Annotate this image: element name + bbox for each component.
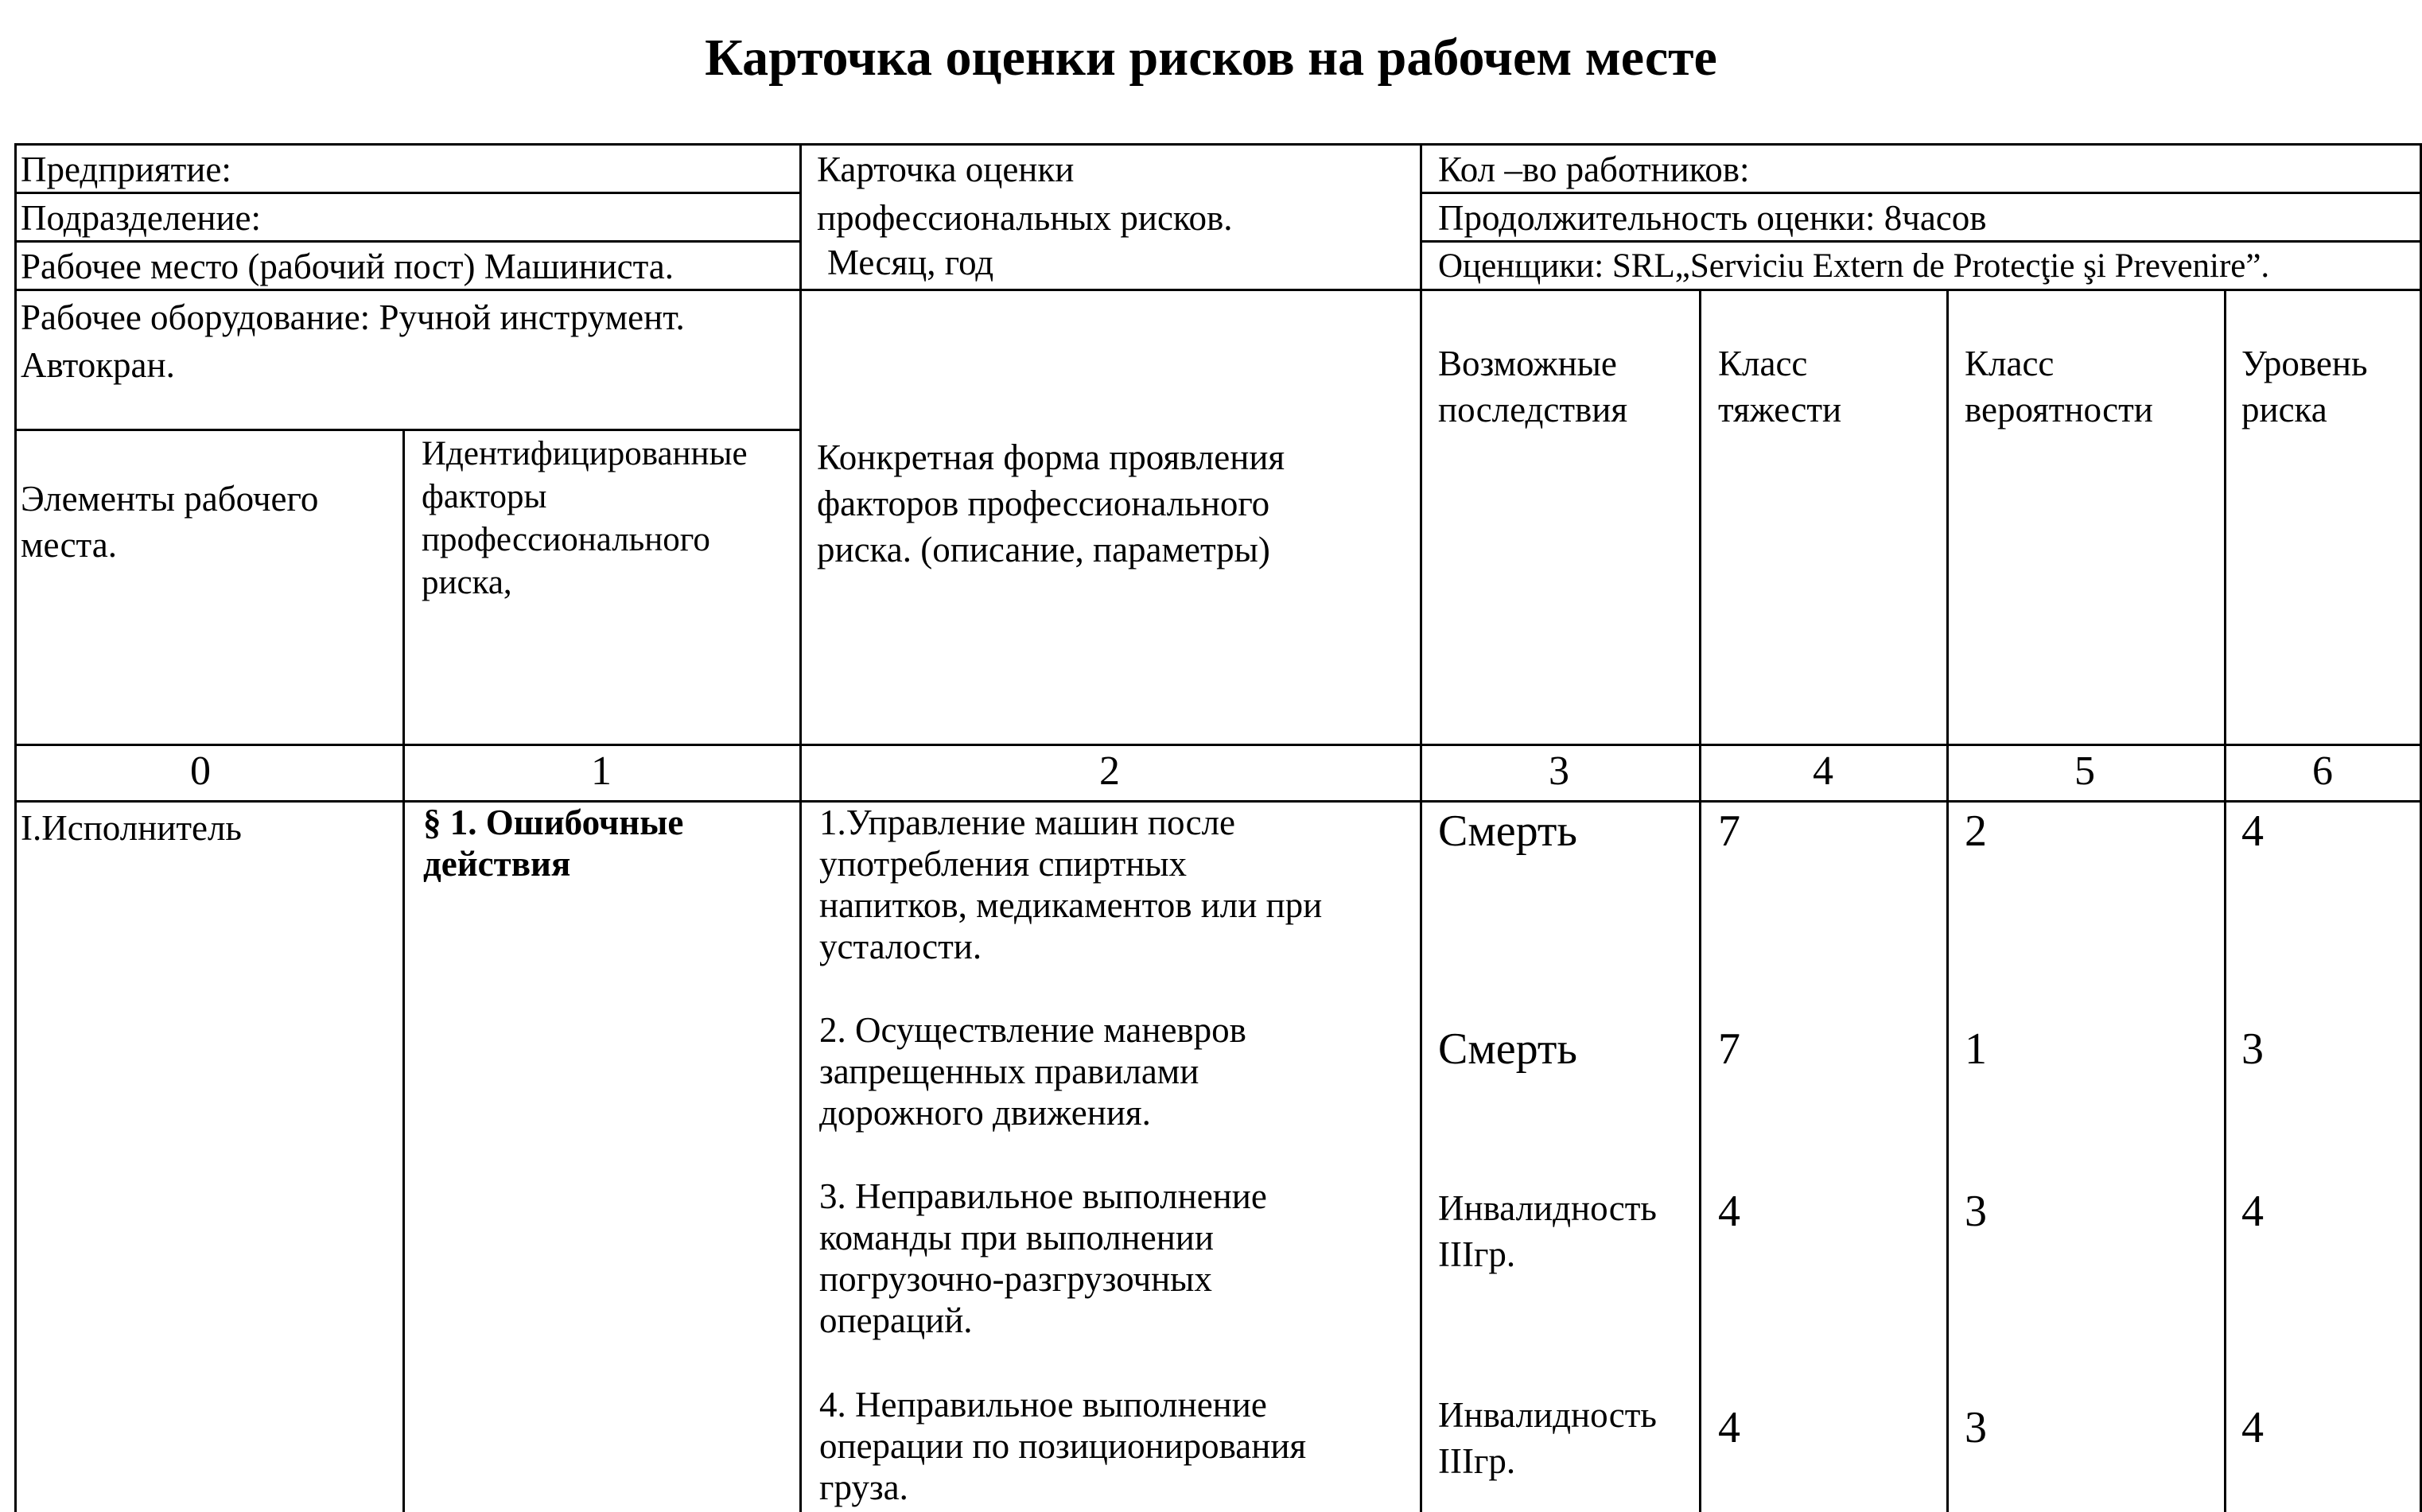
row-risk: 4 [2241, 1187, 2264, 1236]
column-header-severity: Класс тяжести [1718, 344, 1842, 430]
row-probability: 3 [1965, 1187, 1987, 1236]
row-risk: 3 [2241, 1024, 2264, 1074]
row-severity: 4 [1718, 1187, 1740, 1236]
row-description: 3. Неправильное выполнение команды при выполнении погрузочно-разгрузочных операций. [819, 1176, 1267, 1340]
grid-line [1420, 143, 1422, 1512]
assessors-label: Оценщики: SRL„Serviciu Extern de Protecţie şi Prevenire”. [1438, 247, 2270, 285]
division-label: Подразделение: [21, 198, 261, 238]
row-consequence: Инвалидность IIIгр. [1438, 1395, 1657, 1481]
section-element: I.Исполнитель [21, 808, 242, 848]
document-title: Карточка оценки рисков на рабочем месте [705, 29, 1717, 87]
equipment-line2: Автокран. [21, 345, 175, 385]
card-label-line1: Карточка оценки [817, 150, 1075, 189]
row-probability: 1 [1965, 1024, 1987, 1074]
enterprise-label: Предприятие: [21, 150, 231, 189]
row-consequence: Инвалидность IIIгр. [1438, 1188, 1657, 1274]
grid-line [1699, 289, 1701, 1512]
grid-line [2224, 289, 2226, 1512]
row-consequence: Смерть [1438, 1024, 1577, 1074]
grid-line [14, 744, 2422, 746]
row-description: 1.Управление машин после употребления спиртных напитков, медикаментов или при усталости. [819, 803, 1323, 966]
column-header-probability: Класс вероятности [1965, 344, 2153, 430]
section-factor: § 1. Ошибочные действия [423, 803, 684, 884]
row-description: 4. Неправильное выполнение операции по позиционирования груза. [819, 1385, 1307, 1507]
grid-line [402, 429, 405, 1512]
grid-line [14, 429, 802, 431]
column-header-elements: Элементы рабочего места. [21, 479, 319, 565]
grid-line [14, 143, 2422, 146]
row-risk: 4 [2241, 1403, 2264, 1452]
duration-label: Продолжительность оценки: 8часов [1438, 198, 1987, 238]
grid-line [14, 143, 17, 1512]
row-consequence: Смерть [1438, 807, 1577, 856]
column-header-risk-level: Уровень риска [2241, 344, 2368, 430]
row-probability: 3 [1965, 1403, 1987, 1452]
column-header-consequences: Возможные последствия [1438, 344, 1628, 430]
row-probability: 2 [1965, 807, 1987, 856]
card-label-line2: профессиональных рисков. [817, 198, 1233, 238]
card-label-line3: Месяц, год [827, 243, 994, 282]
grid-line [1946, 289, 1949, 1512]
workers-count-label: Кол –во работников: [1438, 150, 1750, 189]
column-header-form: Конкретная форма проявления факторов профессионального риска. (описание, параметры) [817, 437, 1285, 569]
workplace-label: Рабочее место (рабочий пост) Машиниста. [21, 247, 675, 286]
row-risk: 4 [2241, 807, 2264, 856]
equipment-line1: Рабочее оборудование: Ручной инструмент. [21, 297, 685, 337]
row-description: 2. Осуществление маневров запрещенных правилами дорожного движения. [819, 1010, 1246, 1133]
row-severity: 7 [1718, 807, 1740, 856]
row-severity: 4 [1718, 1403, 1740, 1452]
grid-line [799, 143, 802, 1512]
column-header-factors: Идентифицированные факторы профессионального риска, [422, 435, 748, 601]
row-severity: 7 [1718, 1024, 1740, 1074]
